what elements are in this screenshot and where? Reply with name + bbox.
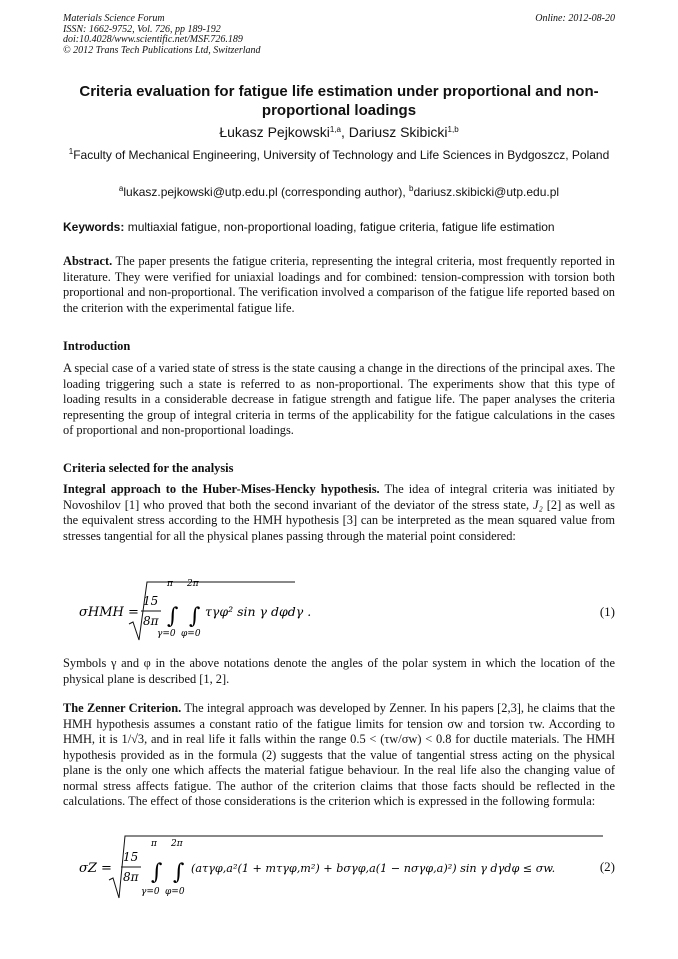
author-2-sup: 1,b [447, 125, 459, 134]
paper-title: Criteria evaluation for fatigue life estimation under proportional and non-proportional loadings [79, 83, 599, 119]
author-2-name: Dariusz Skibicki [348, 124, 448, 140]
online-date: Online: 2012-08-20 [535, 13, 615, 24]
author-separator: , [340, 124, 349, 140]
eq2-upper-2: 2π [171, 839, 183, 849]
zenner-lead: The Zenner Criterion. [63, 701, 182, 715]
authors [63, 124, 615, 141]
equation-2 [63, 834, 615, 904]
journal-doi: doi:10.4028/www.scientific.net/MSF.726.189 [63, 34, 243, 45]
integral-approach-text-1: The idea of integral criteria was initiated by Novoshilov [1] who proved that both the second invariant of the deviator of the stress state, [63, 482, 615, 512]
abstract-text: The paper presents the fatigue criteria, representing the integral criteria, most frequently reported in literature. They were verified for uniaxial loadings and for combined: tension-compression with torsion both proportional and non-proportional. The verification involved a comparison of the fatigue life reported based on the criterion with the experimental fatigue life. [63, 254, 615, 315]
email-a-sup: a [118, 184, 124, 193]
keywords-label: Keywords: [63, 220, 125, 234]
eq2-lower-1: γ=0 [141, 887, 160, 897]
author-1-sup: 1,a [329, 125, 341, 134]
journal-issn: ISSN: 1662-9752, Vol. 726, pp 189-192 [63, 23, 221, 35]
emails [63, 185, 615, 200]
author-1-name: Łukasz Pejkowski [219, 124, 330, 140]
affiliation-text: Faculty of Mechanical Engineering, University of Technology and Life Sciences in Bydgoszcz, Poland [73, 148, 610, 162]
email-b-sup: b [409, 184, 414, 193]
affiliation [63, 148, 615, 164]
affiliation-sup: 1 [68, 147, 74, 156]
equation-1 [63, 574, 615, 644]
eq2-integral-2: ∫ [173, 860, 185, 885]
eq2-integral-1: ∫ [151, 860, 163, 885]
eq1-frac-num: 15 [143, 594, 159, 608]
eq2-upper-1: π [151, 839, 157, 849]
eq1-lower-2: φ=0 [181, 629, 201, 639]
equation-2-number: (2) [599, 859, 615, 874]
eq1-integral-2: ∫ [189, 604, 201, 629]
introduction-text: A special case of a varied state of stress is the state causing a change in the directions of the principal axes. The loading triggering such a state is referred to as non-proportional. The experiments show that this type of loading results in a considerable decrease in fatigue strength and fatigue life. The paper analyses the criteria representing the group of integral criteria in terms of the applicability for the fatigue calculations in the cases of proportional and non-proportional loadings. [63, 361, 615, 437]
eq1-upper-2: 2π [187, 579, 199, 589]
email-b: dariusz.skibicki@utp.edu.pl [413, 185, 560, 199]
eq1-lower-1: γ=0 [157, 629, 176, 639]
equation-1-number: (1) [599, 604, 615, 619]
journal-copyright: © 2012 Trans Tech Publications Ltd, Switzerland [63, 44, 261, 56]
eq1-body: τγφ² sin γ dφdγ . [205, 604, 312, 619]
zenner-paragraph [63, 701, 615, 810]
zenner-text: The integral approach was developed by Zenner. In his papers [2,3], he claims that the HMH hypothesis assumes a constant ratio of the fatigue limits for tension σw and torsion τw. According to HMH, it is 1/√3, and in real life it falls within the range 0.5 < (τw/σw) < 0.8 for ductile materials. The HMH hypothesis provided as in the formula (2) suggests that the value of tangential stress acting on the physical plane is the only one which affects the material fatigue behaviour. In the real life also the changing value of normal stress affects fatigue. The author of the criterion claims that those facts should be reflected in the calculations. The effect of those considerations is the criterion which is expressed in the following formula: [63, 701, 615, 808]
symbols-paragraph: Symbols γ and φ in the above notations denote the angles of the polar system in which the location of the physical plane is described [1, 2]. [63, 656, 615, 686]
eq1-integral-1: ∫ [167, 604, 179, 629]
eq1-upper-1: π [167, 579, 173, 589]
keywords [63, 220, 615, 235]
integral-approach-paragraph [63, 482, 615, 544]
introduction-heading: Introduction [63, 339, 131, 353]
criteria-heading: Criteria selected for the analysis [63, 461, 234, 475]
eq2-frac-num: 15 [123, 850, 139, 864]
eq2-body: (aτγφ,a²(1 + mτγφ,m²) + bσγφ,a(1 − nσγφ,a)²) sin γ dγdφ ≤ σw. [191, 862, 556, 875]
abstract [63, 254, 615, 316]
eq1-frac-den: 8π [143, 614, 159, 628]
equation-1-graphic [63, 574, 615, 644]
journal-header [63, 14, 615, 56]
eq2-frac-den: 8π [123, 870, 139, 884]
abstract-label: Abstract. [63, 254, 113, 268]
journal-name: Materials Science Forum [63, 13, 165, 24]
eq2-lhs: σZ = [79, 861, 112, 876]
keywords-text: multiaxial fatigue, non-proportional loading, fatigue criteria, fatigue life estimation [124, 220, 555, 234]
integral-approach-text-2: [2] as well as the equivalent stress according to the HMH hypothesis [3] can be interpreted as the mean squared value from stresses tangential for all the physical planes passing through the material point considered: [63, 497, 615, 543]
eq2-lower-2: φ=0 [165, 887, 185, 897]
equation-2-graphic [63, 834, 615, 904]
eq1-lhs: σHMH = [79, 605, 139, 620]
j2-symbol: J₂ [533, 497, 543, 512]
email-a: lukasz.pejkowski@utp.edu.pl (corresponding author), [123, 185, 410, 199]
integral-approach-lead: Integral approach to the Huber-Mises-Hencky hypothesis. [63, 482, 380, 496]
